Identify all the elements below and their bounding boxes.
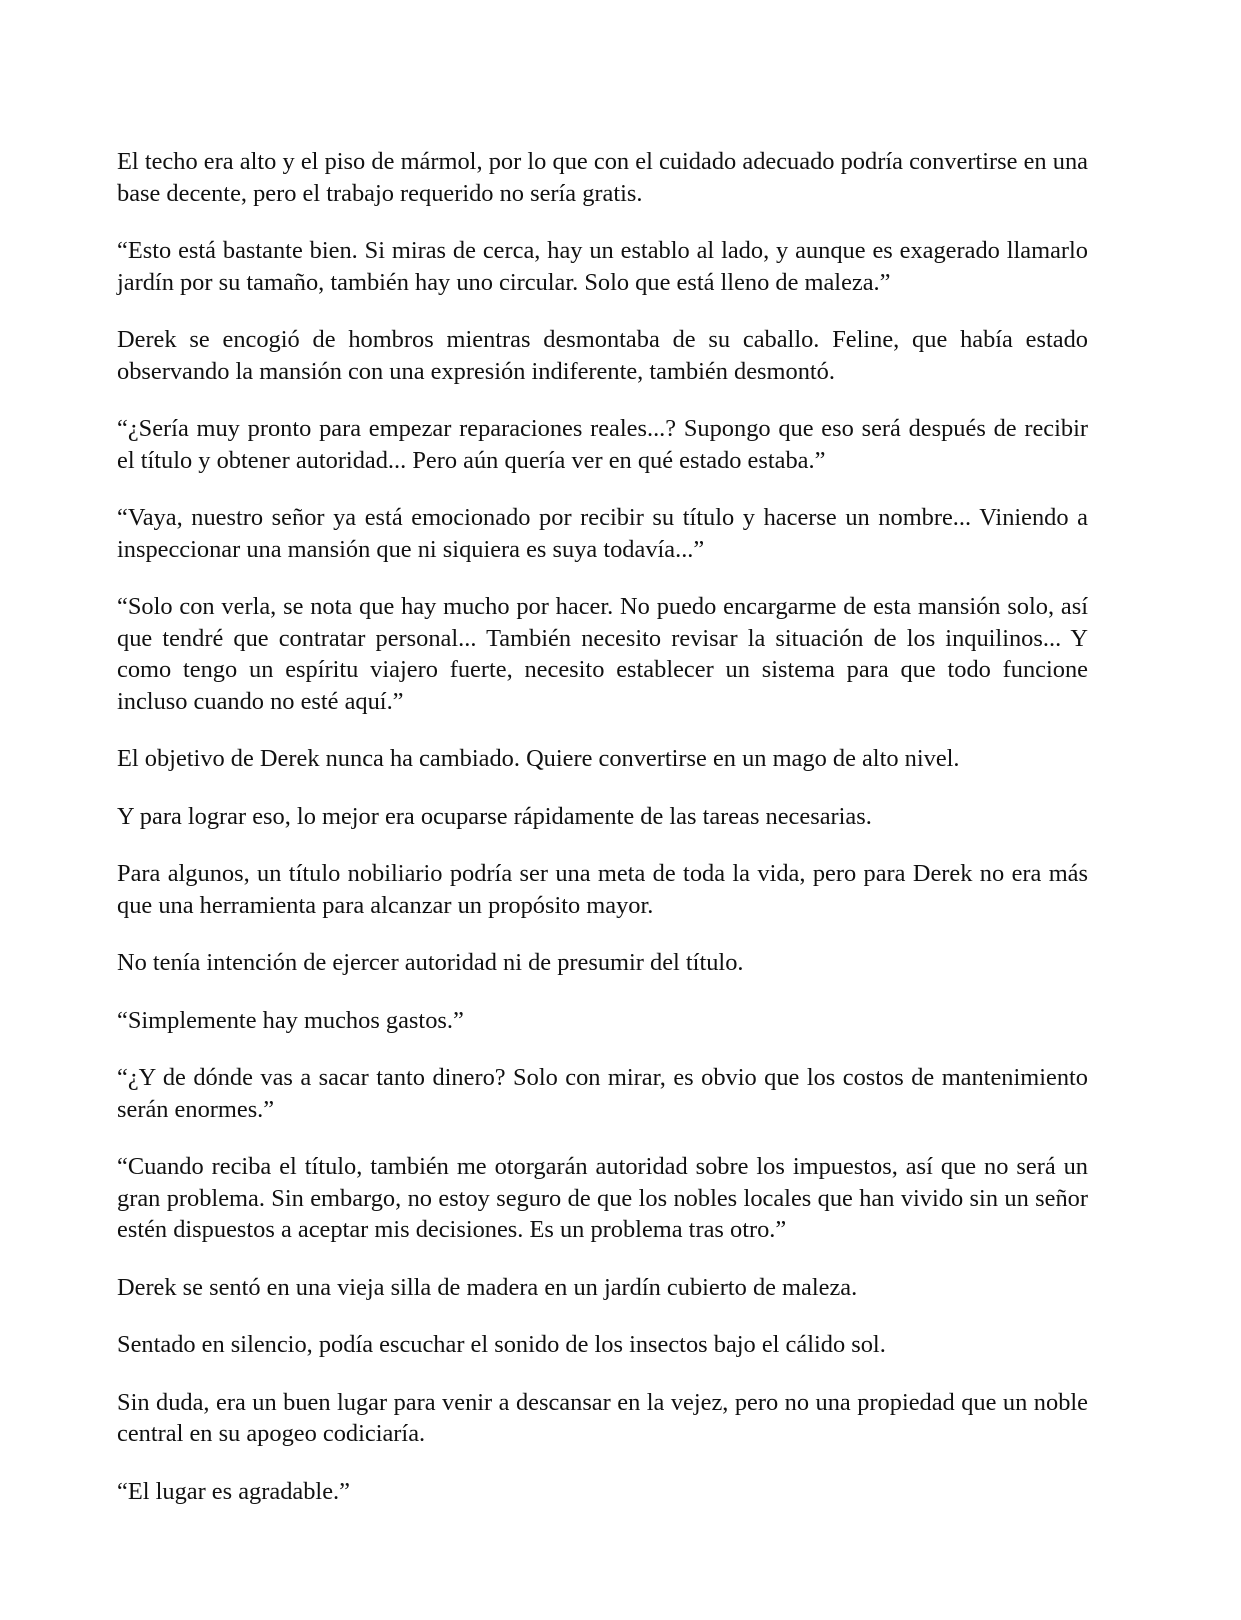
paragraph: “Simplemente hay muchos gastos.” — [117, 1006, 464, 1034]
paragraph: Para algunos, un título nobiliario podría ser una meta de toda la vida, pero para Derek no era más que una herramienta para alcanzar un propósito mayor. — [117, 860, 1088, 919]
paragraph: Sin duda, era un buen lugar para venir a descansar en la vejez, pero no una propiedad que un noble central en su apogeo codiciaría. — [117, 1388, 1088, 1447]
paragraph: El objetivo de Derek nunca ha cambiado. Quiere convertirse en un mago de alto nivel. — [117, 745, 960, 772]
paragraph: “Solo con verla, se nota que hay mucho por hacer. No puedo encargarme de esta mansión solo, así que tendré que contratar personal... También necesito revisar la situación de los inquilinos... Y como tengo un espíritu viajero fuerte, necesito establecer un sistema para que todo funcione incluso cuando no esté aquí.” — [117, 593, 1088, 715]
paragraph: “¿Y de dónde vas a sacar tanto dinero? Solo con mirar, es obvio que los costos de mantenimiento serán enormes.” — [117, 1064, 1088, 1123]
paragraph: Y para lograr eso, lo mejor era ocuparse rápidamente de las tareas necesarias. — [117, 802, 872, 830]
paragraph: El techo era alto y el piso de mármol, por lo que con el cuidado adecuado podría convertirse en una base decente, pero el trabajo requerido no sería gratis. — [117, 148, 1088, 207]
paragraph: “¿Sería muy pronto para empezar reparaciones reales...? Supongo que eso será después de recibir el título y obtener autoridad... Pero aún quería ver en qué estado estaba.” — [117, 415, 1088, 474]
paragraph: Sentado en silencio, podía escuchar el sonido de los insectos bajo el cálido sol. — [117, 1331, 886, 1358]
paragraph: Derek se encogió de hombros mientras desmontaba de su caballo. Feline, que había estado observando la mansión con una expresión indiferente, también desmontó. — [117, 326, 1088, 385]
paragraph: No tenía intención de ejercer autoridad ni de presumir del título. — [117, 949, 744, 976]
paragraph: “El lugar es agradable.” — [117, 1477, 350, 1505]
paragraph: Derek se sentó en una vieja silla de madera en un jardín cubierto de maleza. — [117, 1273, 858, 1301]
paragraph: “Esto está bastante bien. Si miras de cerca, hay un establo al lado, y aunque es exagerado llamarlo jardín por su tamaño, también hay uno circular. Solo que está lleno de maleza.” — [117, 237, 1088, 296]
paragraph: “Cuando reciba el título, también me otorgarán autoridad sobre los impuestos, así que no será un gran problema. Sin embargo, no estoy seguro de que los nobles locales que han vivido sin un señor estén dispuestos a aceptar mis decisiones. Es un problema tras otro.” — [117, 1153, 1088, 1243]
paragraph: “Vaya, nuestro señor ya está emocionado por recibir su título y hacerse un nombre... Viniendo a inspeccionar una mansión que ni siquiera es suya todavía...” — [117, 504, 1088, 563]
